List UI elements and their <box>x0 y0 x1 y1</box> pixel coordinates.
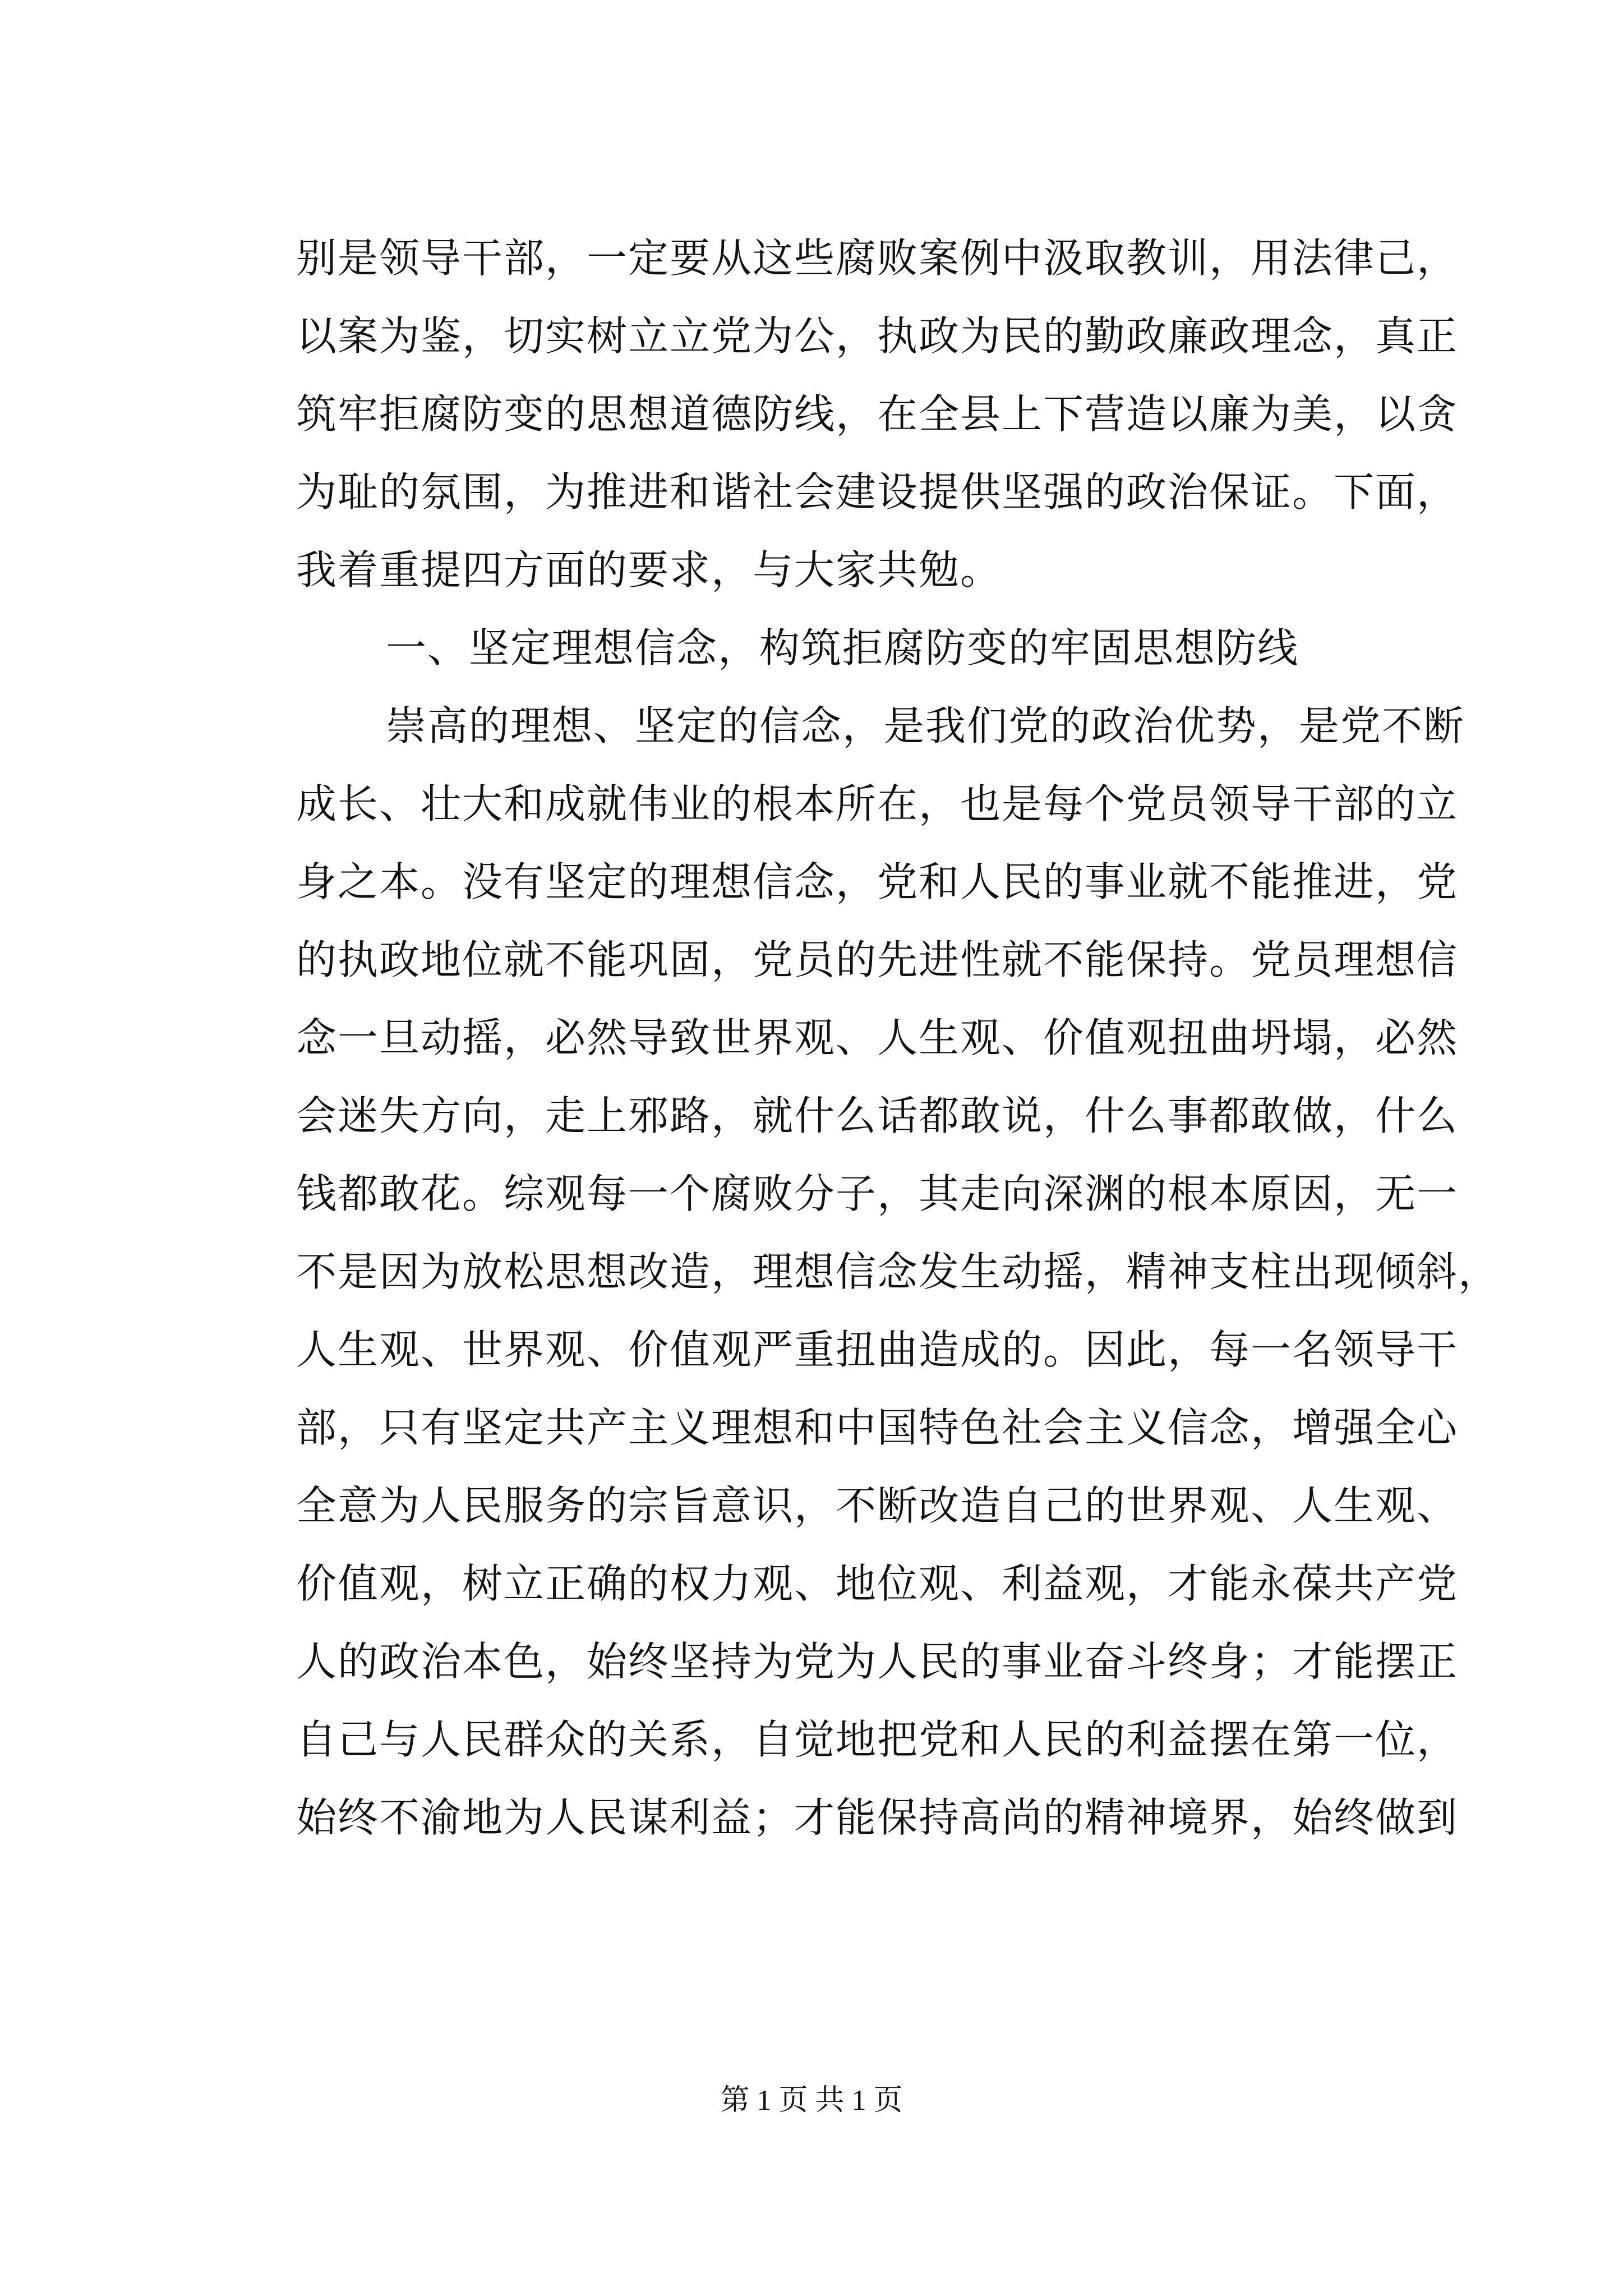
text-line: 身之本。没有坚定的理想信念，党和人民的事业就不能推进，党 <box>296 858 1459 905</box>
text-line: 不是因为放松思想改造，理想信念发生动摇，精神支柱出现倾斜， <box>296 1248 1500 1295</box>
text-line: 筑牢拒腐防变的思想道德防线，在全县上下营造以廉为美，以贪 <box>296 390 1459 438</box>
paragraph-first-line: 崇高的理想、坚定的信念，是我们党的政治优势，是党不断 <box>386 702 1465 749</box>
text-line: 部，只有坚定共产主义理想和中国特色社会主义信念，增强全心 <box>296 1404 1459 1451</box>
section-heading: 一、坚定理想信念，构筑拒腐防变的牢固思想防线 <box>386 624 1299 671</box>
text-line: 自己与人民群众的关系，自觉地把党和人民的利益摆在第一位， <box>296 1716 1459 1763</box>
text-line: 人的政治本色，始终坚持为党为人民的事业奋斗终身；才能摆正 <box>296 1638 1459 1685</box>
text-line: 始终不渝地为人民谋利益；才能保持高尚的精神境界，始终做到 <box>296 1794 1459 1841</box>
text-line: 的执政地位就不能巩固，党员的先进性就不能保持。党员理想信 <box>296 936 1459 983</box>
text-line: 为耻的氛围，为推进和谐社会建设提供坚强的政治保证。下面， <box>296 468 1459 516</box>
text-line: 别是领导干部，一定要从这些腐败案例中汲取教训，用法律己， <box>296 234 1459 282</box>
text-line: 会迷失方向，走上邪路，就什么话都敢说，什么事都敢做，什么 <box>296 1092 1459 1139</box>
text-line: 价值观，树立正确的权力观、地位观、利益观，才能永葆共产党 <box>296 1560 1459 1607</box>
text-line: 成长、壮大和成就伟业的根本所在，也是每个党员领导干部的立 <box>296 780 1459 827</box>
text-line: 全意为人民服务的宗旨意识，不断改造自己的世界观、人生观、 <box>296 1482 1459 1529</box>
text-line: 我着重提四方面的要求，与大家共勉。 <box>296 546 1002 593</box>
text-line: 人生观、世界观、价值观严重扭曲造成的。因此，每一名领导干 <box>296 1326 1459 1373</box>
page-number-footer: 第 1 页 共 1 页 <box>720 2085 903 2116</box>
text-line: 以案为鉴，切实树立立党为公，执政为民的勤政廉政理念，真正 <box>296 312 1459 360</box>
text-line: 念一旦动摇，必然导致世界观、人生观、价值观扭曲坍塌，必然 <box>296 1014 1459 1061</box>
text-line: 钱都敢花。综观每一个腐败分子，其走向深渊的根本原因，无一 <box>296 1170 1459 1217</box>
